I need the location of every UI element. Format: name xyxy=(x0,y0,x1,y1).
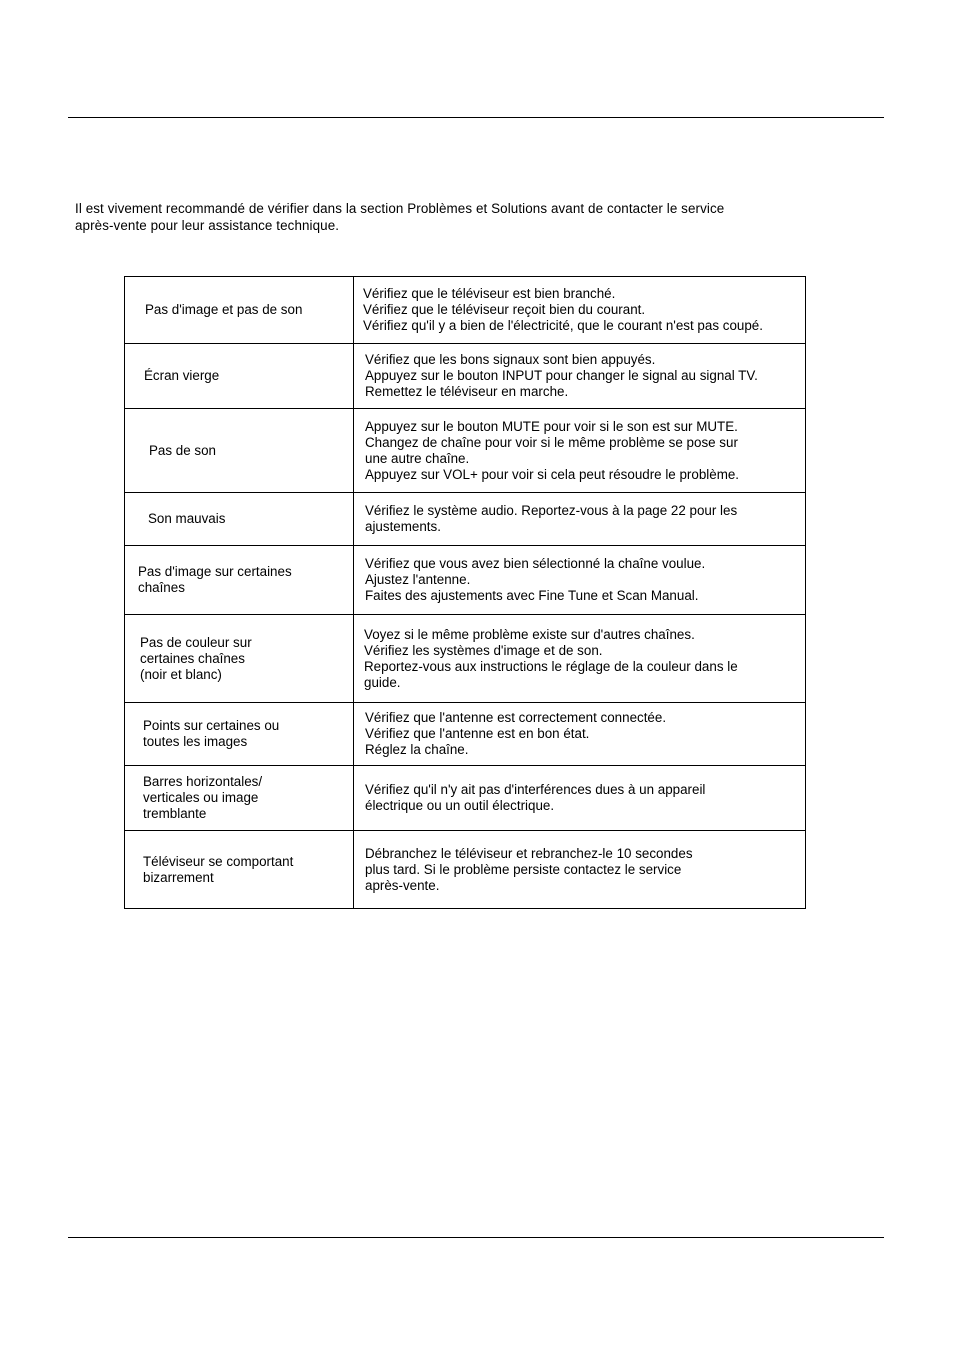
solution-cell xyxy=(354,615,806,703)
problem-text: (noir et blanc) xyxy=(140,666,222,682)
solution-text: Vérifiez que le téléviseur reçoit bien du courant. xyxy=(363,302,646,317)
solution-text: après-vente. xyxy=(365,877,440,893)
intro-line: après-vente pour leur assistance technique. xyxy=(75,217,340,233)
problem-cell xyxy=(125,615,354,703)
solution-text: Voyez si le même problème existe sur d'autres chaînes. xyxy=(364,626,695,642)
footer-rule xyxy=(68,1237,884,1238)
table-row xyxy=(125,344,806,409)
solution-text: Débranchez le téléviseur et rebranchez-le 10 secondes xyxy=(365,845,693,861)
problem-cell xyxy=(125,409,354,493)
problem-text: verticales ou image xyxy=(143,790,259,805)
solution-cell xyxy=(354,493,806,546)
solution-text: Vérifiez que l'antenne est correctement connectée. xyxy=(365,710,667,725)
solution-text: Appuyez sur VOL+ pour voir si cela peut résoudre le problème. xyxy=(365,466,740,482)
problem-cell xyxy=(125,277,354,344)
table-row xyxy=(125,831,806,909)
solution-cell xyxy=(354,344,806,409)
solution-text: plus tard. Si le problème persiste contactez le service xyxy=(365,861,682,877)
table-row xyxy=(125,766,806,831)
solution-cell xyxy=(354,766,806,831)
solution-cell xyxy=(354,277,806,344)
solution-cell xyxy=(354,831,806,909)
problem-text: Pas d'image et pas de son xyxy=(145,302,303,317)
solution-text: Faites des ajustements avec Fine Tune et Scan Manual. xyxy=(365,588,699,603)
problem-text: Points sur certaines ou xyxy=(143,718,280,733)
table-row xyxy=(125,546,806,615)
solution-text: Vérifiez que le téléviseur est bien branché. xyxy=(363,286,616,301)
solution-cell xyxy=(354,546,806,615)
intro-line: Il est vivement recommandé de vérifier dans la section Problèmes et Solutions avant de contacter le service xyxy=(75,201,725,216)
problem-cell xyxy=(125,703,354,766)
table-row xyxy=(125,615,806,703)
problem-cell xyxy=(125,766,354,831)
problem-text: Pas de son xyxy=(149,442,216,458)
problem-cell xyxy=(125,546,354,615)
solution-text: ajustements. xyxy=(365,519,441,534)
troubleshooting-table xyxy=(124,276,806,909)
solution-text: Vérifiez que les bons signaux sont bien appuyés. xyxy=(365,352,656,367)
solution-text: Vérifiez les systèmes d'image et de son. xyxy=(364,642,603,658)
problem-cell xyxy=(125,493,354,546)
solution-text: Ajustez l'antenne. xyxy=(365,572,471,587)
problem-text: certaines chaînes xyxy=(140,650,245,666)
problem-text: Téléviseur se comportant xyxy=(143,853,294,869)
table-row xyxy=(125,277,806,344)
solution-text: Vérifiez que l'antenne est en bon état. xyxy=(365,726,590,741)
solution-text: Changez de chaîne pour voir si le même problème se pose sur xyxy=(365,434,738,450)
problem-cell xyxy=(125,831,354,909)
problem-text: Pas d'image sur certaines xyxy=(138,564,292,579)
solution-text: guide. xyxy=(364,674,401,690)
problem-cell xyxy=(125,344,354,409)
problem-text: bizarrement xyxy=(143,869,214,885)
header-rule xyxy=(68,117,884,118)
solution-cell xyxy=(354,409,806,493)
problem-text: toutes les images xyxy=(143,734,248,749)
solution-text: Appuyez sur le bouton INPUT pour changer le signal au signal TV. xyxy=(365,368,758,383)
solution-text: Vérifiez qu'il y a bien de l'électricité, que le courant n'est pas coupé. xyxy=(363,318,763,333)
solution-text: Vérifiez qu'il n'y ait pas d'interférences dues à un appareil xyxy=(365,782,706,797)
solution-text: électrique ou un outil électrique. xyxy=(365,798,555,813)
solution-text: Remettez le téléviseur en marche. xyxy=(365,384,569,399)
solution-text: Vérifiez que vous avez bien sélectionné la chaîne voulue. xyxy=(365,556,706,571)
problem-text: Pas de couleur sur xyxy=(140,634,252,650)
solution-text: Reportez-vous aux instructions le réglage de la couleur dans le xyxy=(364,658,738,674)
table-row xyxy=(125,703,806,766)
table-row xyxy=(125,409,806,493)
intro-paragraph xyxy=(75,201,865,234)
problem-text: Barres horizontales/ xyxy=(143,774,263,789)
problem-text: tremblante xyxy=(143,806,207,821)
problem-text: chaînes xyxy=(138,580,185,595)
problem-text: Son mauvais xyxy=(148,511,226,526)
solution-text: une autre chaîne. xyxy=(365,450,470,466)
solution-text: Réglez la chaîne. xyxy=(365,742,469,757)
solution-text: Vérifiez le système audio. Reportez-vous à la page 22 pour les xyxy=(365,503,738,518)
solution-cell xyxy=(354,703,806,766)
problem-text: Écran vierge xyxy=(144,368,220,383)
solution-text: Appuyez sur le bouton MUTE pour voir si le son est sur MUTE. xyxy=(365,418,738,434)
table-row xyxy=(125,493,806,546)
